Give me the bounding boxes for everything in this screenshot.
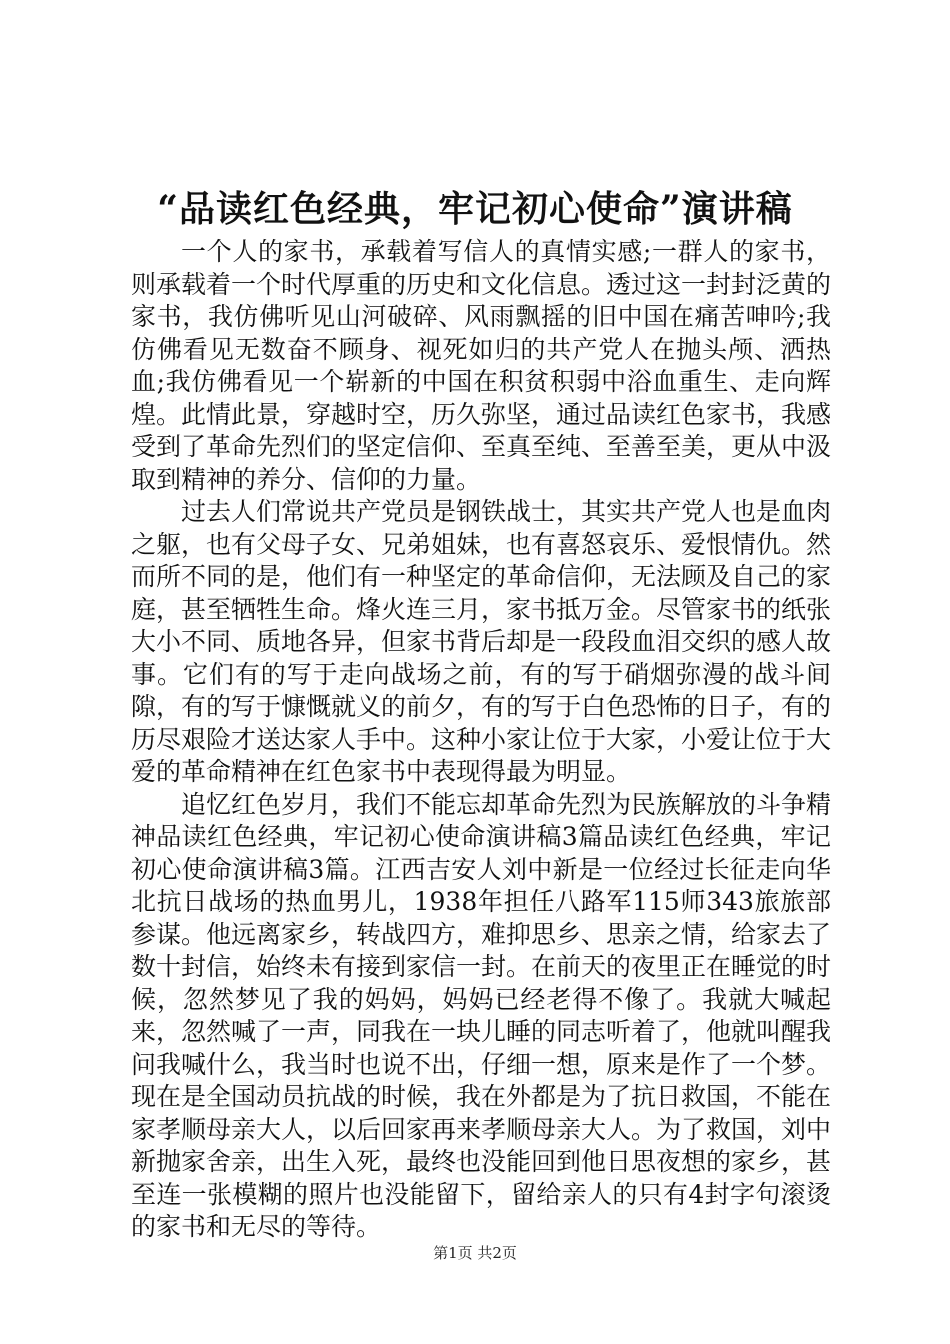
document-title: “品读红色经典，牢记初心使命”演讲稿: [157, 188, 793, 230]
page-footer: 第1页 共2页: [433, 1244, 517, 1262]
document-body: [131, 236, 831, 1244]
paragraph-1: 一个人的家书，承载着写信人的真情实感;一群人的家书，则承载着一个时代厚重的历史和文化信息。透过这一封封泛黄的家书，我仿佛听见山河破碎、风雨飘摇的旧中国在痛苦呻吟;我仿佛看见无数奋不顾身、视死如归的共产党人在抛头颅、洒热血;我仿佛看见一个崭新的中国在积贫积弱中浴血重生、走向辉煌。此情此景，穿越时空，历久弥坚，通过品读红色家书，我感受到了革命先烈们的坚定信仰、至真至纯、至善至美，更从中汲取到精神的养分、信仰的力量。: [131, 237, 832, 494]
paragraph-3: 追忆红色岁月，我们不能忘却革命先烈为民族解放的斗争精神品读红色经典，牢记初心使命演讲稿3篇品读红色经典，牢记初心使命演讲稿3篇。江西吉安人刘中新是一位经过长征走向华北抗日战场的热血男儿，1938年担任八路军115师343旅旅部参谋。他远离家乡，转战四方，难抑思乡、思亲之情，给家去了数十封信，始终未有接到家信一封。在前天的夜里正在睡觉的时候，忽然梦见了我的妈妈，妈妈已经老得不像了。我就大喊起来，忽然喊了一声，同我在一块儿睡的同志听着了，他就叫醒我问我喊什么，我当时也说不出，仔细一想，原来是作了一个梦。现在是全国动员抗战的时候，我在外都是为了抗日救国，不能在家孝顺母亲大人，以后回家再来孝顺母亲大人。为了救国，刘中新抛家舍亲，出生入死，最终也没能回到他日思夜想的家乡，甚至连一张模糊的照片也没能留下，留给亲人的只有4封字句滚烫的家书和无尽的等待。: [131, 789, 832, 1241]
paragraph-2: 过去人们常说共产党员是钢铁战士，其实共产党人也是血肉之躯，也有父母子女、兄弟姐妹，也有喜怒哀乐、爱恨情仇。然而所不同的是，他们有一种坚定的革命信仰，无法顾及自己的家庭，甚至牺牲生命。烽火连三月，家书抵万金。尽管家书的纸张大小不同、质地各异，但家书背后却是一段段血泪交织的感人故事。它们有的写于走向战场之前，有的写于硝烟弥漫的战斗间隙，有的写于慷慨就义的前夕，有的写于白色恐怖的日子，有的历尽艰险才送达家人手中。这种小家让位于大家，小爱让位于大爱的革命精神在红色家书中表现得最为明显。: [131, 497, 832, 786]
